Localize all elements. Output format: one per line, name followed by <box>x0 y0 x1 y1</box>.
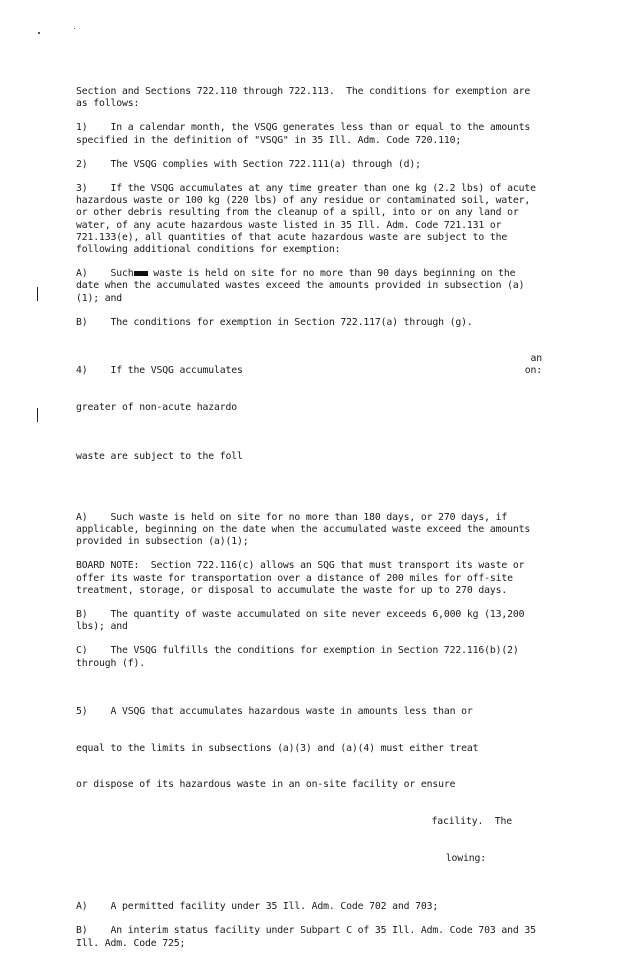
paragraph-5-fragment1: facility. The <box>431 815 512 827</box>
paragraph-4b: B) The quantity of waste accumulated on site never exceeds 6,000 kg (13,200 lbs); and <box>76 608 531 633</box>
paragraph-4-line3: waste are subject to the foll <box>76 450 243 462</box>
paragraph-5-fragment2: lowing: <box>445 852 486 864</box>
document-body <box>76 86 542 962</box>
paragraph-5a: A) A permitted facility under 35 Ill. Adm. Code 702 and 703; <box>76 901 439 913</box>
paragraph-3: 3) If the VSQG accumulates at any time greater than one kg (2.2 lbs) of acute hazardous waste or 100 kg (220 lbs) of any residue or contaminated soil, water, or other debris resulting from the cleanup of a spill, into or on any land or water, of any acute hazardous waste listed in 35 Ill. Adm. Code 721.131 or 721.133(e), all quantities of that acute hazardous waste are subject to the following additional conditions for exemption: <box>76 183 542 256</box>
paragraph-5-truncated <box>76 682 542 889</box>
scan-speck <box>74 28 75 29</box>
paragraph-intro: Section and Sections 722.110 through 722.113. The conditions for exemption are as follows: <box>76 86 536 110</box>
scan-speck <box>38 32 40 34</box>
paragraph-5-line2: equal to the limits in subsections (a)(3) and (a)(4) must either treat <box>76 742 479 754</box>
paragraph-4-tail3: on: <box>524 365 542 377</box>
paragraph-3a-rest: on the date when the accumulated wastes exceed the amounts provided in subsection (a)(1); and <box>76 268 525 304</box>
paragraph-4c: C) The VSQG fulfills the conditions for exemption in Section 722.116(b)(2) through (f). <box>76 645 525 669</box>
redacted-word: Such <box>110 268 134 280</box>
paragraph-5b: B) An interim status facility under Subpart C of 35 Ill. Adm. Code 703 and 35 Ill. Adm. Code 725; <box>76 925 542 949</box>
paragraph-3a-line1: waste is held on site for no more than 90 days beginning <box>147 268 476 280</box>
redaction-box <box>134 271 148 276</box>
paragraph-4-line2: greater of non-acute hazardo <box>76 402 237 414</box>
paragraph-1: 1) In a calendar month, the VSQG generates less than or equal to the amounts specified in the definition of "VSQG" in 35 Ill. Adm. Code 720.110; <box>76 122 536 146</box>
paragraph-4a: A) Such waste is held on site for no more than 180 days, or 270 days, if applicable, beginning on the date when the accumulated waste exceed the amounts provided in subsection (a)(1); <box>76 511 536 548</box>
paragraph-4-truncated <box>76 341 542 500</box>
paragraph-5-line3: or dispose of its hazardous waste in an on-site facility or ensure <box>76 779 456 791</box>
paragraph-4-tail2: an <box>530 353 542 365</box>
board-note: BOARD NOTE: Section 722.116(c) allows an SQG that must transport its waste or offer its waste for transportation over a distance of 200 miles for off-site treatment, storage, or disposal to accumulate the waste for up to 270 days. <box>76 560 531 596</box>
paragraph-3b: B) The conditions for exemption in Section 722.117(a) through (g). <box>76 316 473 328</box>
paragraph-5-line1: 5) A VSQG that accumulates hazardous waste in amounts less than or <box>76 706 473 718</box>
paragraph-3a: A) Such waste is held on site for no more than 90 days beginning on the date when the accumulated wastes exceed the amounts provided in subsection (a)(1); and <box>76 268 525 304</box>
paragraph-2: 2) The VSQG complies with Section 722.111(a) through (d); <box>76 158 421 170</box>
paragraph-4-line1: 4) If the VSQG accumulates <box>76 365 243 377</box>
revision-bar <box>37 287 38 301</box>
revision-bar <box>37 408 38 422</box>
